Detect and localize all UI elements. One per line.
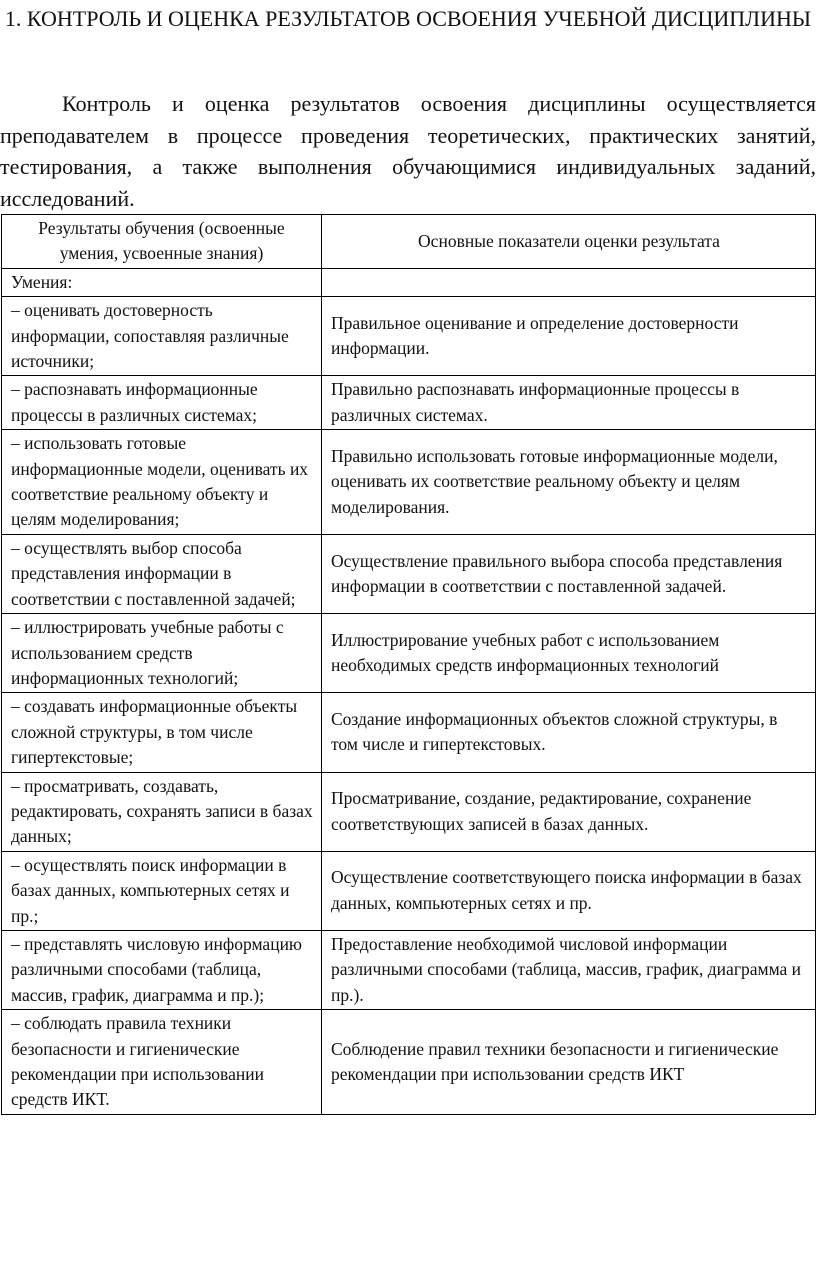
table-row [2, 614, 816, 693]
table-row [2, 430, 816, 535]
indicator-cell: Правильное оценивание и определение достоверности информации. [322, 297, 816, 376]
column-header-results: Результаты обучения (освоенные умения, усвоенные знания) [2, 215, 322, 269]
result-cell: – иллюстрировать учебные работы с использованием средств информационных технологий; [2, 614, 322, 693]
table-row [2, 930, 816, 1009]
table-row [2, 297, 816, 376]
indicator-cell: Правильно распознавать информационные процессы в различных системах. [322, 376, 816, 430]
indicator-cell: Иллюстрирование учебных работ с использованием необходимых средств информационных технологий [322, 614, 816, 693]
table-row [2, 851, 816, 930]
indicator-cell: Просматривание, создание, редактирование, сохранение соответствующих записей в базах данных. [322, 772, 816, 851]
section-heading: 1. КОНТРОЛЬ И ОЦЕНКА РЕЗУЛЬТАТОВ ОСВОЕНИЯ УЧЕБНОЙ ДИСЦИПЛИНЫ [4, 6, 812, 31]
indicator-cell: Осуществление правильного выбора способа представления информации в соответствии с поставленной задачей. [322, 534, 816, 613]
result-cell: – распознавать информационные процессы в различных системах; [2, 376, 322, 430]
indicator-cell: Осуществление соответствующего поиска информации в базах данных, компьютерных сетях и пр. [322, 851, 816, 930]
section-row [2, 268, 816, 296]
indicator-cell: Создание информационных объектов сложной структуры, в том числе и гипертекстовых. [322, 693, 816, 772]
column-header-indicators: Основные показатели оценки результата [322, 215, 816, 269]
table-header-row [2, 215, 816, 269]
section-label: Умения: [2, 268, 322, 296]
result-cell: – создавать информационные объекты сложной структуры, в том числе гипертекстовые; [2, 693, 322, 772]
results-table [1, 214, 816, 1115]
table-row [2, 772, 816, 851]
indicator-cell: Предоставление необходимой числовой информации различными способами (таблица, массив, график, диаграмма и пр.). [322, 930, 816, 1009]
table-row [2, 693, 816, 772]
indicator-cell: Соблюдение правил техники безопасности и гигиенические рекомендации при использовании средств ИКТ [322, 1010, 816, 1115]
result-cell: – осуществлять выбор способа представления информации в соответствии с поставленной задачей; [2, 534, 322, 613]
result-cell: – использовать готовые информационные модели, оценивать их соответствие реальному объекту и целям моделирования; [2, 430, 322, 535]
table-row [2, 1010, 816, 1115]
result-cell: – просматривать, создавать, редактировать, сохранять записи в базах данных; [2, 772, 322, 851]
table-row [2, 376, 816, 430]
result-cell: – соблюдать правила техники безопасности и гигиенические рекомендации при использовании средств ИКТ. [2, 1010, 322, 1115]
result-cell: – оценивать достоверность информации, сопоставляя различные источники; [2, 297, 322, 376]
intro-paragraph: Контроль и оценка результатов освоения дисциплины осуществляется преподавателем в процессе проведения теоретических, практических занятий, тестирования, а также выполнения обучающимися индивидуальных заданий, исследований. [0, 91, 816, 211]
result-cell: – осуществлять поиск информации в базах данных, компьютерных сетях и пр.; [2, 851, 322, 930]
empty-cell [322, 268, 816, 296]
indicator-cell: Правильно использовать готовые информационные модели, оценивать их соответствие реальному объекту и целям моделирования. [322, 430, 816, 535]
table-row [2, 534, 816, 613]
result-cell: – представлять числовую информацию различными способами (таблица, массив, график, диаграмма и пр.); [2, 930, 322, 1009]
